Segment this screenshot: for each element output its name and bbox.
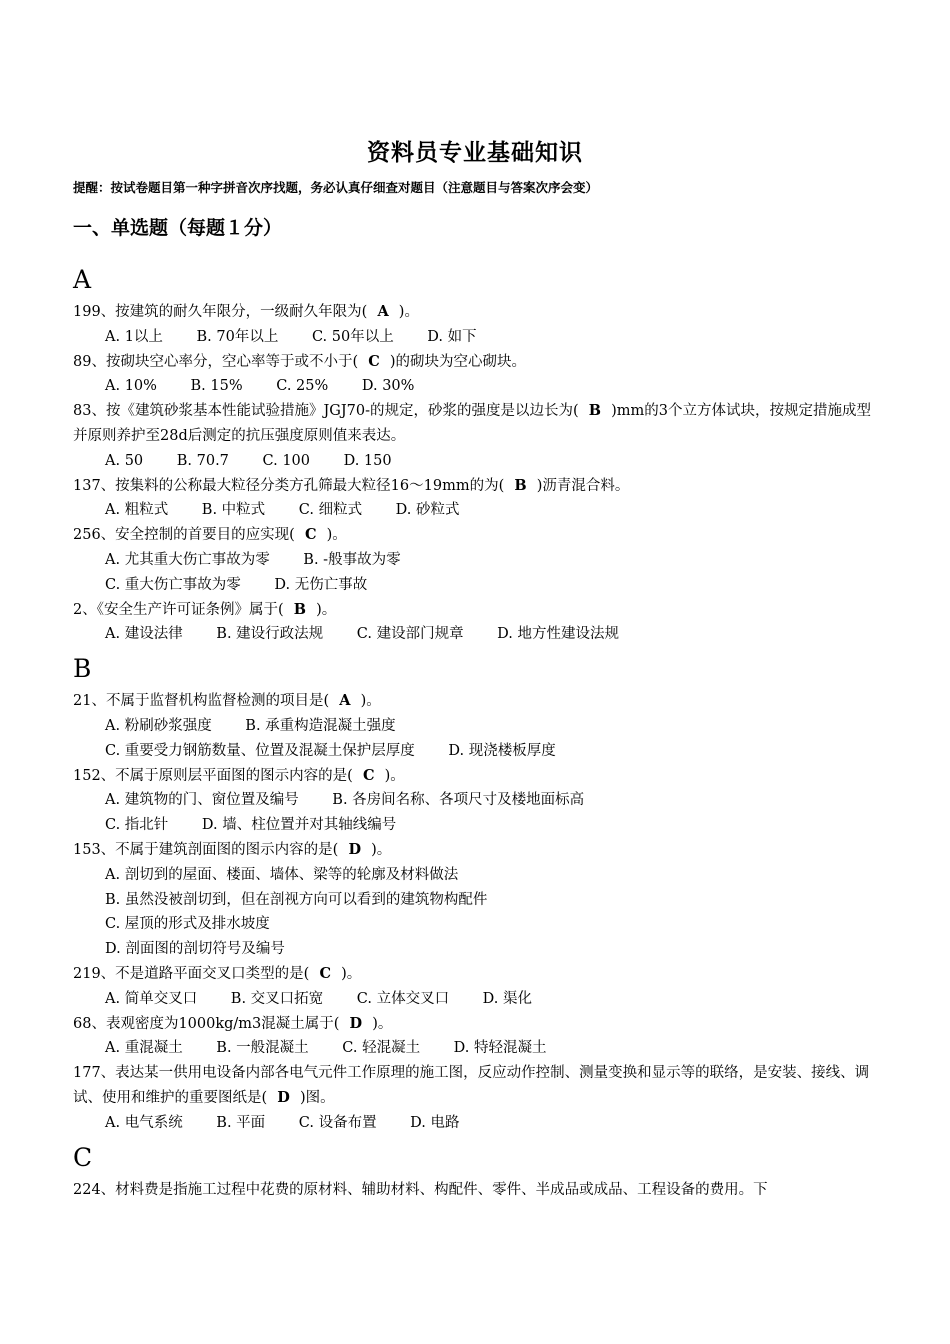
answer-letter: C <box>358 352 390 370</box>
option-line: A. 10% B. 15% C. 25% D. 30% <box>105 378 415 395</box>
option-line: A. 1以上 B. 70年以上 C. 50年以上 D. 如下 <box>105 328 477 345</box>
option-line: B. 虽然没被剖切到，但在剖视方向可以看到的建筑物构配件 <box>105 891 488 908</box>
question-text: 256、安全控制的首要目的应实现( C )。 <box>73 526 347 544</box>
answer-letter: C <box>294 526 327 544</box>
document-title: 资料员专业基础知识 <box>367 140 583 166</box>
option-line: C. 屋顶的形式及排水坡度 <box>105 916 270 933</box>
option-line: C. 重要受力钢筋数量、位置及混凝土保护层厚度 D. 现浇楼板厚度 <box>105 742 556 759</box>
answer-letter: D <box>339 1014 373 1032</box>
answer-letter: A <box>367 303 399 320</box>
answer-letter: C <box>352 766 385 784</box>
option-line: A. 重混凝土 B. 一般混凝土 C. 轻混凝土 D. 特轻混凝土 <box>105 1040 547 1057</box>
question-text: 153、不属于建筑剖面图的图示内容的是( D )。 <box>73 840 392 858</box>
question-text: 152、不属于原则层平面图的图示内容的是( C )。 <box>73 766 405 784</box>
option-line: A. 50 B. 70.7 C. 100 D. 150 <box>105 452 392 469</box>
question-text: 224、材料费是指施工过程中花费的原材料、辅助材料、构配件、零件、半成品或成品、工程设备的费用。下 <box>73 1181 768 1198</box>
option-line: C. 重大伤亡事故为零 D. 无伤亡事故 <box>105 576 368 593</box>
answer-letter: B <box>578 402 612 420</box>
answer-letter: C <box>309 964 342 982</box>
option-line: A. 建筑物的门、窗位置及编号 B. 各房间名称、各项尺寸及楼地面标高 <box>105 792 585 809</box>
option-line: A. 建设法律 B. 建设行政法规 C. 建设部门规章 D. 地方性建设法规 <box>105 626 620 643</box>
option-line: A. 尤其重大伤亡事故为零 B. -般事故为零 <box>105 551 401 568</box>
section-heading: 一、单选题（每题１分） <box>73 217 283 239</box>
answer-letter: D <box>338 840 372 858</box>
question-text: 83、按《建筑砂浆基本性能试验措施》JGJ70-的规定，砂浆的强度是以边长为( B )mm的3个立方体试块，按规定措施成型并原则养护至28d后测定的抗压强度原则值来表达。 <box>73 402 872 444</box>
option-line: A. 电气系统 B. 平面 C. 设备布置 D. 电路 <box>105 1114 460 1131</box>
question-list <box>73 258 883 1202</box>
question-text: 177、表达某一供用电设备内部各电气元件工作原理的施工图，反应动作控制、测量变换和显示等的联络，是安装、接线、调试、使用和维护的重要图纸是( D )图。 <box>73 1065 870 1106</box>
question-text: 2、《安全生产许可证条例》属于( B )。 <box>73 600 337 618</box>
group-letter: B <box>73 654 92 684</box>
question-text: 68、表观密度为1000kg/m3混凝土属于( D )。 <box>73 1014 393 1032</box>
option-line: A. 粗粒式 B. 中粒式 C. 细粒式 D. 砂粒式 <box>105 502 460 519</box>
answer-letter: B <box>504 476 537 494</box>
answer-letter: D <box>267 1088 300 1106</box>
question-text: 21、不属于监督机构监督检测的项目是( A )。 <box>73 692 381 710</box>
option-line: A. 剖切到的屋面、楼面、墙体、梁等的轮廓及材料做法 <box>105 866 459 883</box>
question-text: 89、按砌块空心率分，空心率等于或不小于( C )的砌块为空心砌块。 <box>73 352 526 370</box>
question-text: 137、按集料的公称最大粒径分类方孔筛最大粒径16～19mm的为( B )沥青混合料。 <box>73 476 630 494</box>
option-line: D. 剖面图的剖切符号及编号 <box>105 941 285 958</box>
answer-letter: A <box>329 692 361 710</box>
question-text: 219、不是道路平面交叉口类型的是( C )。 <box>73 964 362 982</box>
answer-letter: B <box>283 600 317 618</box>
option-line: C. 指北针 D. 墙、柱位置并对其轴线编号 <box>105 817 397 834</box>
group-letter: C <box>73 1142 93 1172</box>
group-letter: A <box>73 265 92 294</box>
option-line: A. 简单交叉口 B. 交叉口拓宽 C. 立体交叉口 D. 渠化 <box>105 990 533 1007</box>
reminder-note: 提醒：按试卷题目第一种字拼音次序找题，务必认真仔细查对题目（注意题目与答案次序会变） <box>73 180 599 195</box>
option-line: A. 粉刷砂浆强度 B. 承重构造混凝土强度 <box>105 717 396 734</box>
question-text: 199、按建筑的耐久年限分，一级耐久年限为( A )。 <box>73 303 419 320</box>
